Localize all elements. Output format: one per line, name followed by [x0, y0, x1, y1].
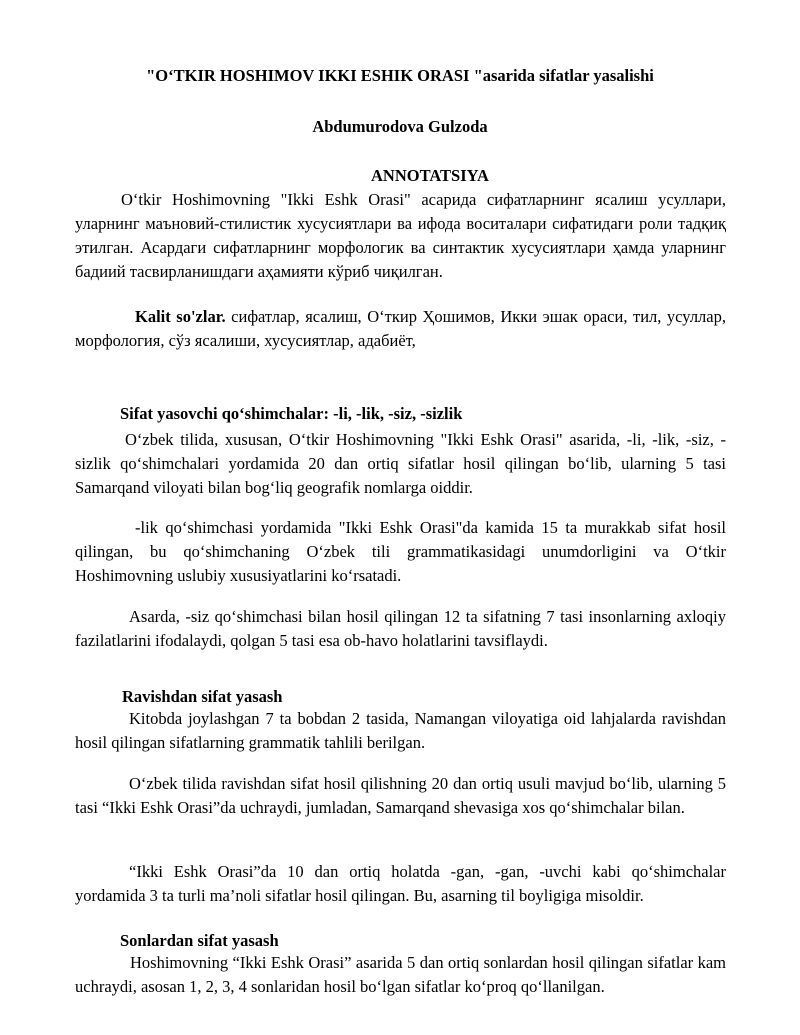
suffixes-paragraph-1: O‘zbek tilida, xususan, O‘tkir Hoshimovning "Ikki Eshk Orasi" asarida, -li, -lik, -siz, -sizlik qo‘shimchalari yordamida 20 dan ortiq sifatlar hosil qilingan bo‘lib, ularning 5 tasi Samarqand viloyati bilan bog‘liq geografik nomlarga oiddir. — [75, 430, 726, 497]
annotation-heading: ANNOTATSIYA — [371, 166, 489, 185]
adverbs-paragraph-2: O‘zbek tilida ravishdan sifat hosil qilishning 20 dan ortiq usuli mavjud bo‘lib, ularning 5 tasi “Ikki Eshk Orasi”da uchraydi, jumladan, Samarqand shevasiga xos qo‘shimchalar bilan. — [75, 774, 726, 817]
keywords-paragraph — [75, 305, 726, 353]
adverbs-paragraph-1: Kitobda joylashgan 7 ta bobdan 2 tasida, Namangan viloyatiga oid lahjalarda ravishdan hosil qilingan sifatlarning grammatik tahlili berilgan. — [75, 709, 726, 752]
section-heading-suffixes: Sifat yasovchi qo‘shimchalar: -li, -lik, -siz, -sizlik — [120, 404, 463, 423]
paper-title: "O‘TKIR HOSHIMOV IKKI ESHIK ORASI "asarida sifatlar yasalishi — [146, 66, 654, 85]
numerals-paragraph-1: Hoshimovning “Ikki Eshk Orasi” asarida 5 dan ortiq sonlardan hosil qilingan sifatlar kam uchraydi, asosan 1, 2, 3, 4 sonlaridan hosil bo‘lgan sifatlar ko‘proq qo‘llanilgan. — [75, 953, 726, 996]
suffixes-paragraph-3: Asarda, -siz qo‘shimchasi bilan hosil qilingan 12 ta sifatning 7 tasi insonlarning axloqiy fazilatlarini ifodalaydi, qolgan 5 tasi esa ob-havo holatlarini tavsiflaydi. — [75, 607, 726, 650]
keywords-text: сифатлар, ясалиш, О‘ткир Ҳошимов, Икки эшак ораси, тил, усуллар, морфология, сўз ясалиши, хусусиятлар, адабиёт, — [75, 307, 726, 350]
annotation-paragraph: O‘tkir Hoshimovning "Ikki Eshk Orasi" асарида сифатларнинг ясалиш усуллари, уларнинг маъновий-стилистик хусусиятлари ва ифода воситалари сифатидаги роли тадқиқ этилган. Асардаги сифатларнинг морфологик ва синтактик хусусиятлари ҳамда уларнинг бадиий тасвирланишдаги аҳамияти кўриб чиқилган. — [75, 190, 726, 281]
adverbs-paragraph-3: “Ikki Eshk Orasi”da 10 dan ortiq holatda -gan, -gan, -uvchi kabi qo‘shimchalar yordamida 3 ta turli ma’noli sifatlar hosil qilingan. Bu, asarning til boyligiga misoldir. — [75, 862, 726, 905]
suffixes-paragraph-2: -lik qo‘shimchasi yordamida "Ikki Eshk Orasi"da kamida 15 ta murakkab sifat hosil qilingan, bu qo‘shimchaning O‘zbek tili grammatikasidagi unumdorligini va O‘tkir Hoshimovning uslubiy xususiyatlarini ko‘rsatadi. — [75, 518, 726, 585]
author-name: Abdumurodova Gulzoda — [312, 117, 488, 136]
section-heading-adverbs: Ravishdan sifat yasash — [122, 687, 283, 706]
section-heading-numerals: Sonlardan sifat yasash — [120, 931, 279, 950]
keywords-label: Kalit so'zlar. — [135, 307, 226, 326]
